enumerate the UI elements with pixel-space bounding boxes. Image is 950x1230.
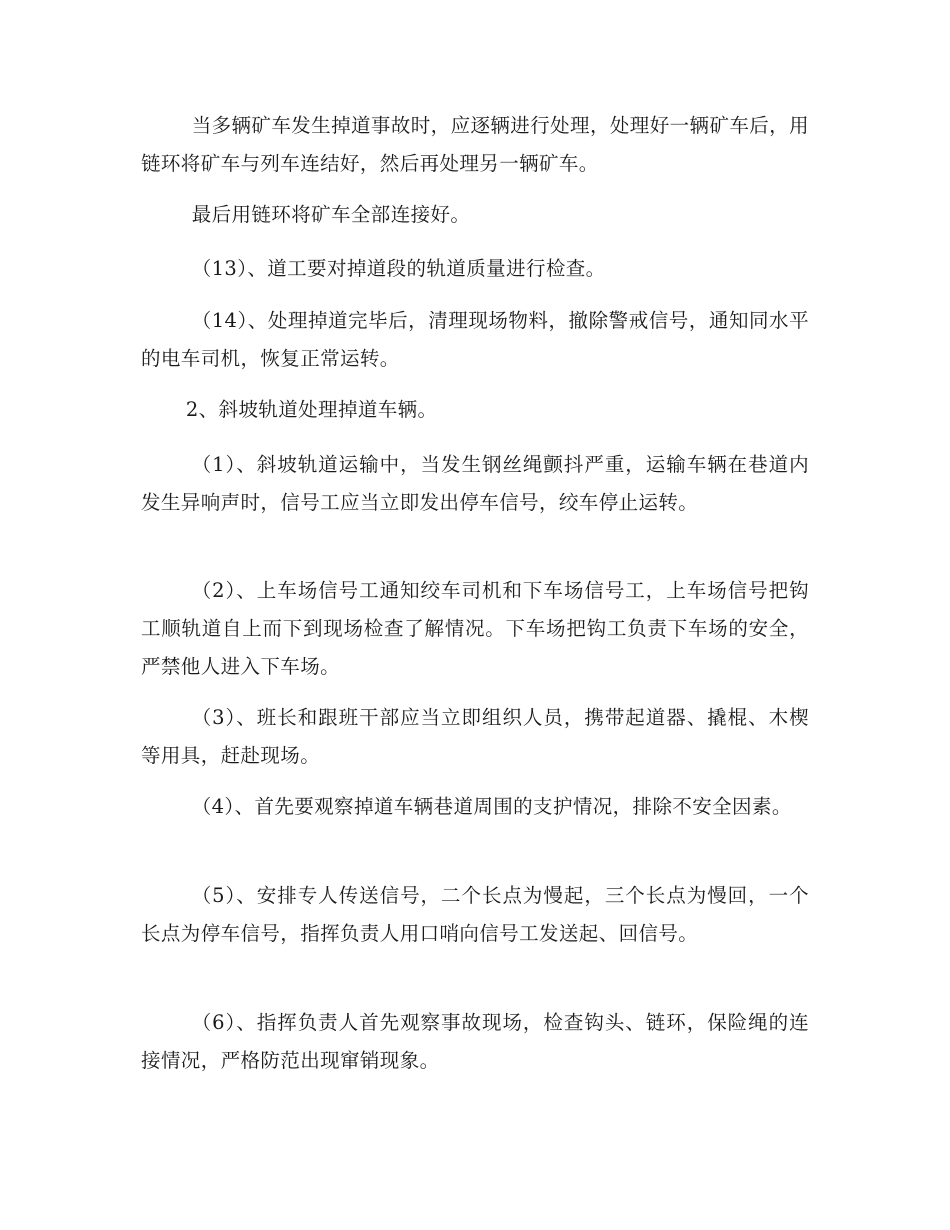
paragraph-2: [141, 196, 809, 234]
paragraph-6: [141, 572, 809, 686]
paragraph-text: （2）、上车场信号工通知绞车司机和下车场信号工，上车场信号把钩工顺轨道自上而下到现场检查了解情况。下车场把钩工负责下车场的安全，严禁他人进入下车场。: [141, 579, 809, 678]
paragraph-text: （14）、处理掉道完毕后，清理现场物料，撤除警戒信号，通知同水平的电车司机，恢复正常运转。: [141, 309, 809, 370]
paragraph-text: 当多辆矿车发生掉道事故时，应逐辆进行处理，处理好一辆矿车后，用链环将矿车与列车连结好，然后再处理另一辆矿车。: [141, 114, 809, 175]
paragraph-10: [141, 1004, 809, 1080]
paragraph-text: （1）、斜坡轨道运输中，当发生钢丝绳颤抖严重，运输车辆在巷道内发生异响声时，信号工应当立即发出停车信号，绞车停止运转。: [141, 453, 809, 514]
paragraph-text: （4）、首先要观察掉道车辆巷道周围的支护情况，排除不安全因素。: [191, 795, 792, 818]
paragraph-5: [141, 446, 809, 522]
section-heading-text: 2、斜坡轨道处理掉道车辆。: [185, 398, 438, 421]
paragraph-text: （6）、指挥负责人首先观察事故现场，检查钩头、链环，保险绳的连接情况，严格防范出现窜销现象。: [141, 1011, 809, 1072]
paragraph-text: 最后用链环将矿车全部连接好。: [191, 203, 471, 226]
paragraph-3: [141, 250, 809, 288]
paragraph-text: （5）、安排专人传送信号，二个长点为慢起，三个长点为慢回，一个长点为停车信号，指挥负责人用口哨向信号工发送起、回信号。: [141, 884, 809, 945]
paragraph-9: [141, 877, 809, 953]
paragraph-8: [141, 788, 809, 826]
paragraph-4: [141, 302, 809, 378]
paragraph-text: （13）、道工要对掉道段的轨道质量进行检查。: [191, 257, 606, 280]
paragraph-text: （3）、班长和跟班干部应当立即组织人员，携带起道器、撬棍、木楔等用具，赶赴现场。: [141, 706, 809, 767]
paragraph-1: [141, 107, 809, 183]
paragraph-7: [141, 699, 809, 775]
section-heading: [141, 391, 809, 429]
